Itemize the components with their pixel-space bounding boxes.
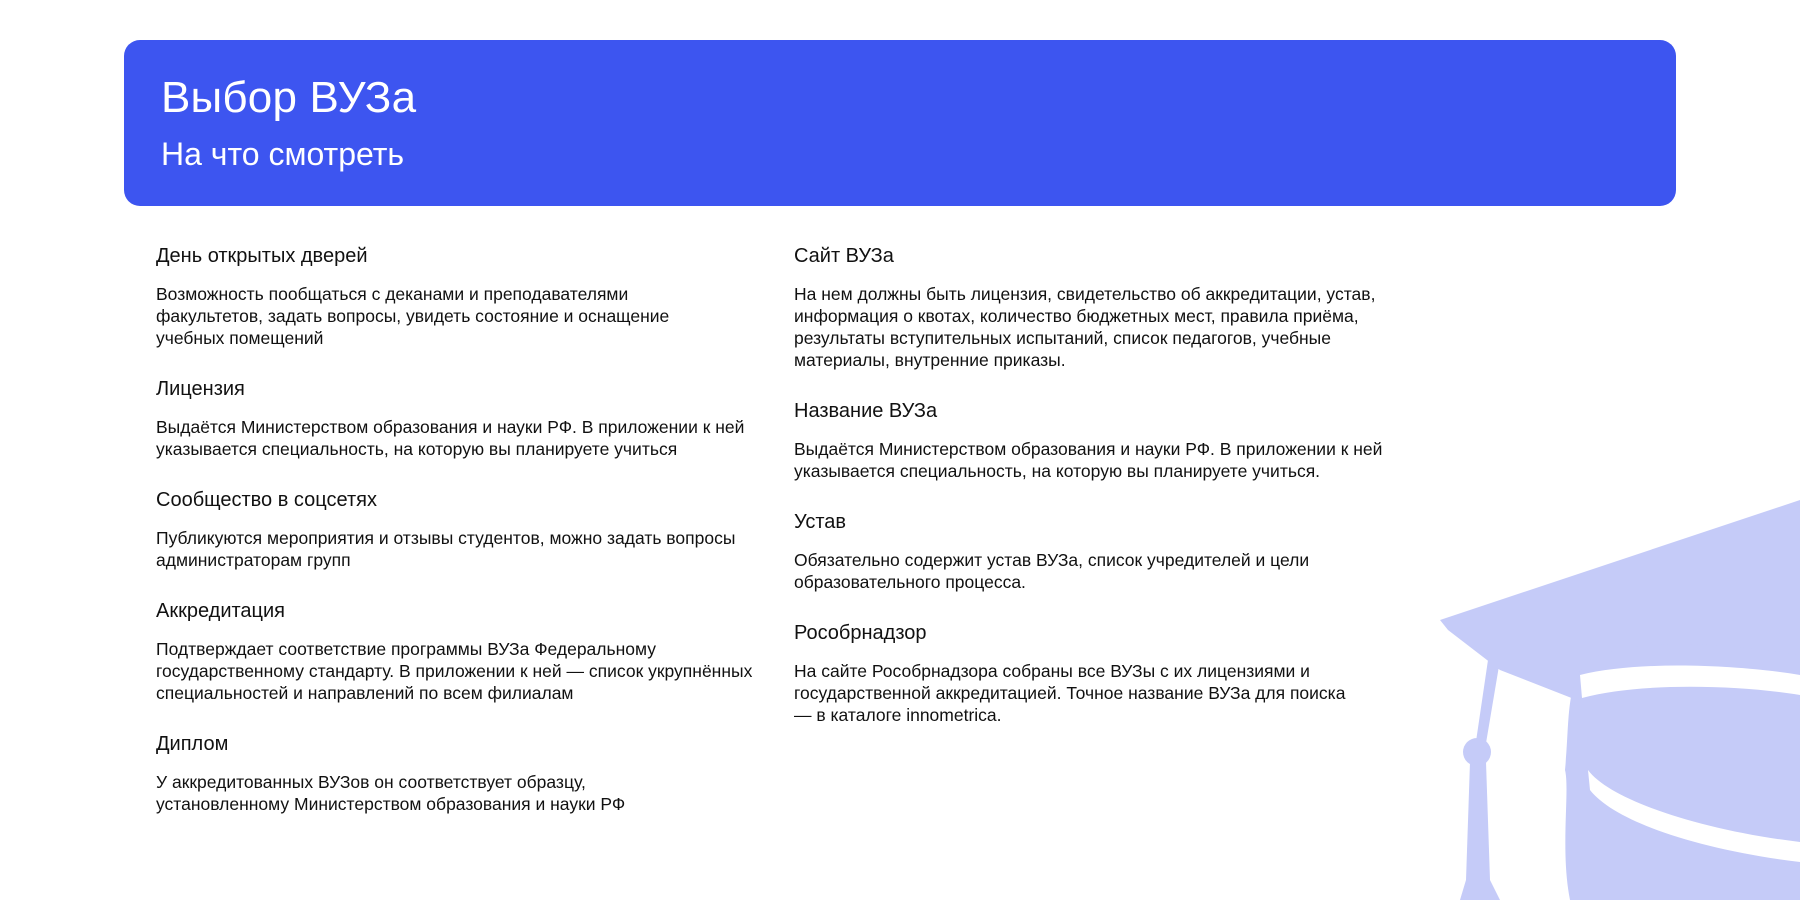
info-item-social [156,488,766,571]
item-text: У аккредитованных ВУЗов он соответствует образцу, установленному Министерством образования и науки РФ [156,772,626,814]
header-banner [124,40,1676,206]
graduation-cap-icon [1440,470,1800,900]
page-title: Выбор ВУЗа [161,73,417,122]
right-column [794,244,1404,754]
info-item-license [156,377,766,460]
info-item-diploma [156,732,766,815]
item-title: Название ВУЗа [794,400,938,422]
item-title: Диплом [156,733,229,755]
item-text: На нем должны быть лицензия, свидетельство об аккредитации, устав, информация о квотах, количество бюджетных мест, правила приёма, результаты вступительных испытаний, список педагогов, учебные материалы, внутренние приказы. [794,284,1376,370]
left-column [156,244,766,843]
item-title: День открытых дверей [156,245,368,267]
info-item-accreditation [156,599,766,704]
item-text: На сайте Рособрнадзора собраны все ВУЗы с их лицензиями и государственной аккредитацией. Точное название ВУЗа для поиска — в каталоге innometrica. [794,661,1346,725]
info-item-university-name [794,399,1404,482]
item-title: Устав [794,511,847,533]
info-item-open-day [156,244,766,349]
item-text: Выдаётся Министерством образования и науки РФ. В приложении к ней указывается специальность, на которую вы планируете учиться. [794,439,1383,481]
item-text: Обязательно содержит устав ВУЗа, список учредителей и цели образовательного процесса. [794,550,1310,592]
item-title: Аккредитация [156,600,286,622]
info-item-rosobrnadzor [794,621,1404,726]
page-subtitle: На что смотреть [161,135,405,172]
item-text: Подтверждает соответствие программы ВУЗа Федеральному государственному стандарту. В приложении к ней — список укрупнённых специальностей и направлений по всем филиалам [156,639,753,703]
info-item-website [794,244,1404,371]
item-text: Выдаётся Министерством образования и науки РФ. В приложении к ней указывается специальность, на которую вы планируете учиться [156,417,745,459]
info-item-charter [794,510,1404,593]
item-title: Сайт ВУЗа [794,245,894,267]
item-title: Лицензия [156,378,245,400]
item-text: Публикуются мероприятия и отзывы студентов, можно задать вопросы администраторам групп [156,528,736,570]
item-title: Сообщество в соцсетях [156,489,377,511]
item-title: Рособрнадзор [794,622,927,644]
item-text: Возможность пообщаться с деканами и преподавателями факультетов, задать вопросы, увидеть состояние и оснащение учебных помещений [156,284,670,348]
